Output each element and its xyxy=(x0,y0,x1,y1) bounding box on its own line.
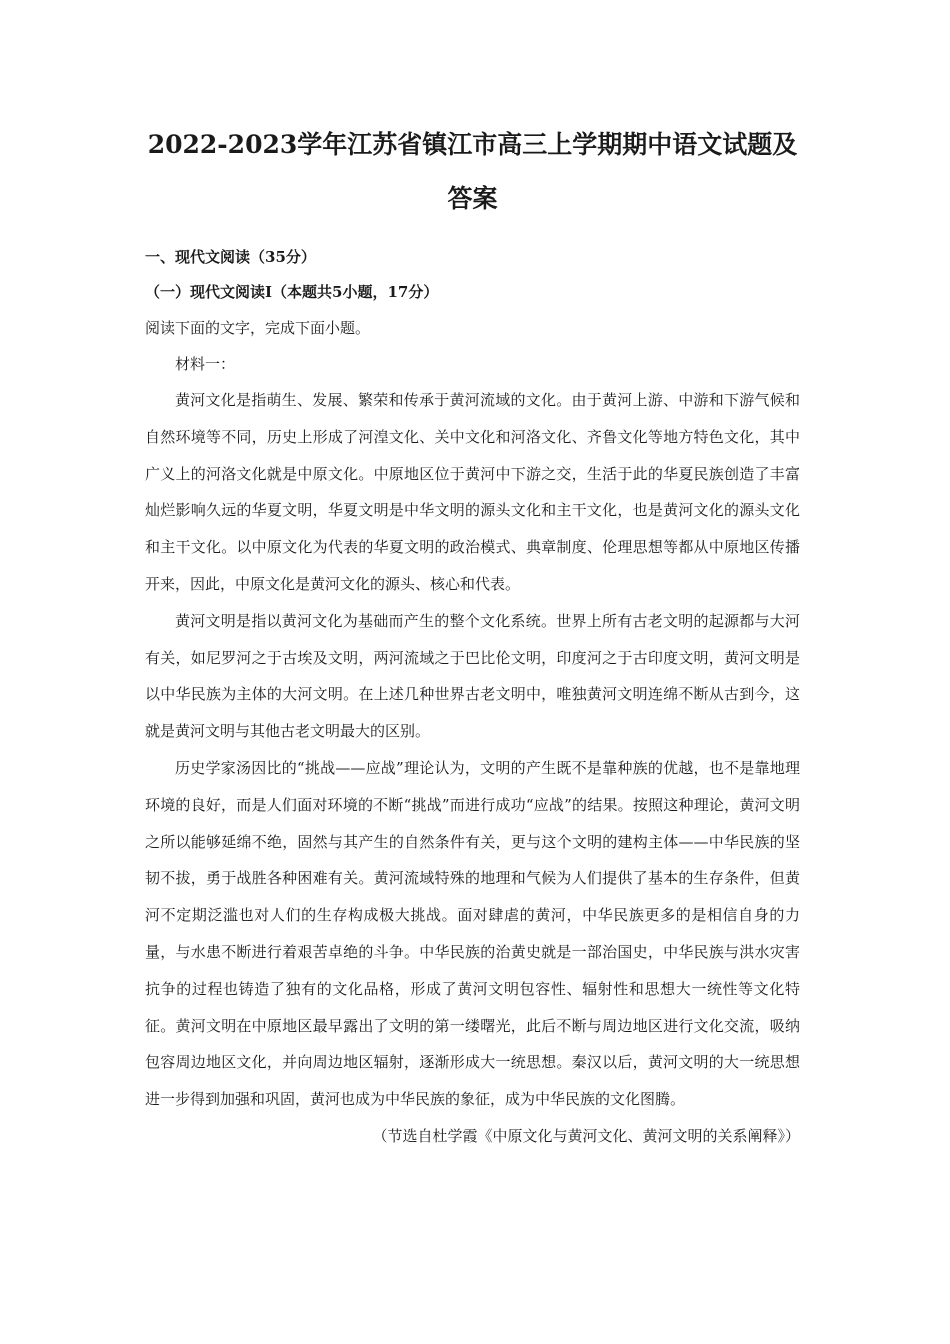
source-citation: （节选自杜学霞《中原文化与黄河文化、黄河文明的关系阐释》） xyxy=(372,1126,800,1145)
document-page xyxy=(145,118,800,1154)
material-label: 材料一： xyxy=(175,355,236,373)
section-heading: 一、现代文阅读（35分） xyxy=(145,248,316,266)
sub-section-heading: （一）现代文阅读Ⅰ（本题共5小题，17分） xyxy=(145,283,439,301)
reading-instruction: 阅读下面的文字，完成下面小题。 xyxy=(145,319,371,337)
document-title: 2022-2023学年江苏省镇江市高三上学期期中语文试题及答案 xyxy=(147,130,798,213)
paragraph-2: 黄河文明是指以黄河文化为基础而产生的整个文化系统。世界上所有古老文明的起源都与大河有关，如尼罗河之于古埃及文明，两河流域之于巴比伦文明，印度河之于古印度文明，黄河文明是以中华民族为主体的大河文明。在上述几种世界古老文明中，唯独黄河文明连绵不断从古到今，这就是黄河文明与其他古老文明最大的区别。 xyxy=(145,611,800,741)
paragraph-1: 黄河文化是指萌生、发展、繁荣和传承于黄河流域的文化。由于黄河上游、中游和下游气候和自然环境等不同，历史上形成了河湟文化、关中文化和河洛文化、齐鲁文化等地方特色文化，其中广义上的河洛文化就是中原文化。中原地区位于黄河中下游之交，生活于此的华夏民族创造了丰富灿烂影响久远的华夏文明，华夏文明是中华文明的源头文化和主干文化，也是黄河文化的源头文化和主干文化。以中原文化为代表的华夏文明的政治模式、典章制度、伦理思想等都从中原地区传播开来，因此，中原文化是黄河文化的源头、核心和代表。 xyxy=(145,391,800,593)
paragraph-3: 历史学家汤因比的“挑战——应战”理论认为，文明的产生既不是靠种族的优越，也不是靠地理环境的良好，而是人们面对环境的不断“挑战”而进行成功“应战”的结果。按照这种理论，黄河文明之所以能够延绵不绝，固然与其产生的自然条件有关，更与这个文明的建构主体——中华民族的坚韧不拔，勇于战胜各种困难有关。黄河流域特殊的地理和气候为人们提供了基本的生存条件，但黄河不定期泛滥也对人们的生存构成极大挑战。面对肆虐的黄河，中华民族更多的是相信自身的力量，与水患不断进行着艰苦卓绝的斗争。中华民族的治黄史就是一部治国史，中华民族与洪水灾害抗争的过程也铸造了独有的文化品格，形成了黄河文明包容性、辐射性和思想大一统性等文化特征。黄河文明在中原地区最早露出了文明的第一缕曙光，此后不断与周边地区进行文化交流，吸纳包容周边地区文化，并向周边地区辐射，逐渐形成大一统思想。秦汉以后，黄河文明的大一统思想进一步得到加强和巩固，黄河也成为中华民族的象征，成为中华民族的文化图腾。 xyxy=(145,758,800,1109)
